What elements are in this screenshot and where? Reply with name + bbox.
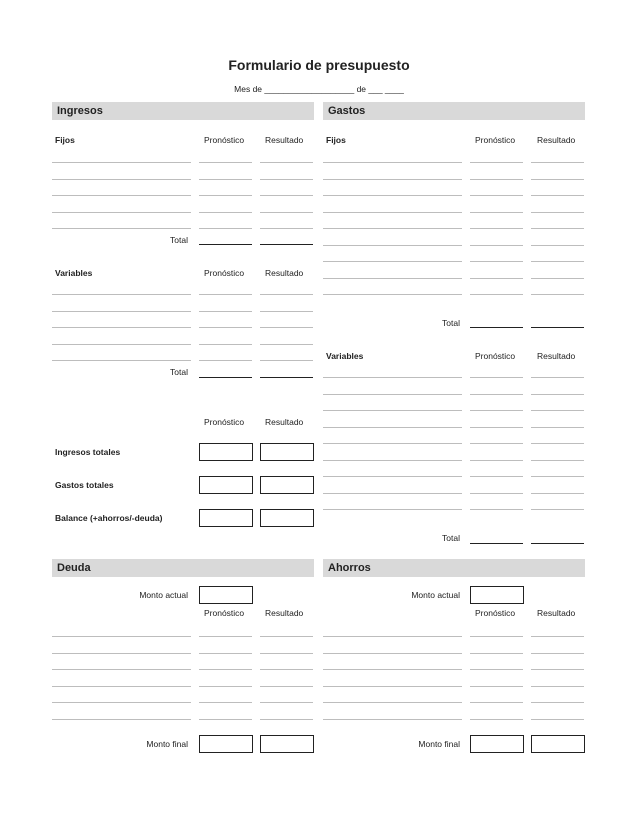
ahorros-forecast-line[interactable] xyxy=(470,636,523,637)
gastos-fixed-description-line[interactable] xyxy=(323,179,462,180)
gastos-fixed-forecast-line[interactable] xyxy=(470,195,523,196)
gastos-header: Gastos xyxy=(323,102,585,120)
gastos-fixed-total-forecast-line[interactable] xyxy=(470,327,523,328)
gastos-variable-description-line[interactable] xyxy=(323,493,462,494)
ahorros-description-line[interactable] xyxy=(323,653,462,654)
gastos-fixed-description-line[interactable] xyxy=(323,261,462,262)
gastos-fixed-label: Fijos xyxy=(326,135,346,145)
ahorros-forecast-line[interactable] xyxy=(470,702,523,703)
gastos-fixed-result-line[interactable] xyxy=(531,228,584,229)
gastos-fixed-result-line[interactable] xyxy=(531,294,584,295)
deuda-forecast-header: Pronóstico xyxy=(204,608,245,618)
balance-result-box[interactable] xyxy=(260,509,314,527)
deuda-description-line[interactable] xyxy=(52,653,191,654)
deuda-forecast-line[interactable] xyxy=(199,702,252,703)
total-expenses-result-box[interactable] xyxy=(260,476,314,494)
ahorros-result-line[interactable] xyxy=(531,702,584,703)
ingresos-variable-forecast-header: Pronóstico xyxy=(204,268,245,278)
gastos-variable-description-line[interactable] xyxy=(323,377,462,378)
ahorros-result-line[interactable] xyxy=(531,686,584,687)
total-expenses-forecast-box[interactable] xyxy=(199,476,253,494)
gastos-fixed-forecast-line[interactable] xyxy=(470,245,523,246)
gastos-variable-forecast-line[interactable] xyxy=(470,509,523,510)
gastos-fixed-total-label: Total xyxy=(442,318,460,328)
ingresos-variable-result-line[interactable] xyxy=(260,294,313,295)
gastos-fixed-description-line[interactable] xyxy=(323,228,462,229)
total-income-forecast-box[interactable] xyxy=(199,443,253,461)
gastos-variable-description-line[interactable] xyxy=(323,509,462,510)
ingresos-fixed-forecast-line[interactable] xyxy=(199,228,252,229)
ingresos-variable-description-line[interactable] xyxy=(52,360,191,361)
gastos-fixed-forecast-line[interactable] xyxy=(470,278,523,279)
deuda-result-line[interactable] xyxy=(260,702,313,703)
ingresos-fixed-description-line[interactable] xyxy=(52,195,191,196)
ahorros-description-line[interactable] xyxy=(323,686,462,687)
ahorros-description-line[interactable] xyxy=(323,702,462,703)
gastos-variable-description-line[interactable] xyxy=(323,443,462,444)
ingresos-variable-result-line[interactable] xyxy=(260,311,313,312)
deuda-result-line[interactable] xyxy=(260,669,313,670)
month-line: Mes de ___________________ de ___ ____ xyxy=(234,84,404,94)
ahorros-result-line[interactable] xyxy=(531,636,584,637)
ingresos-fixed-result-line[interactable] xyxy=(260,228,313,229)
balance-label: Balance (+ahorros/-deuda) xyxy=(55,513,163,523)
gastos-variable-forecast-line[interactable] xyxy=(470,460,523,461)
ingresos-variable-forecast-line[interactable] xyxy=(199,294,252,295)
gastos-variable-description-line[interactable] xyxy=(323,394,462,395)
ingresos-variable-result-line[interactable] xyxy=(260,327,313,328)
gastos-fixed-description-line[interactable] xyxy=(323,195,462,196)
ahorros-result-line[interactable] xyxy=(531,669,584,670)
gastos-variable-label: Variables xyxy=(326,351,364,361)
gastos-fixed-forecast-line[interactable] xyxy=(470,261,523,262)
ingresos-fixed-result-line[interactable] xyxy=(260,195,313,196)
gastos-variable-result-line[interactable] xyxy=(531,509,584,510)
gastos-fixed-result-line[interactable] xyxy=(531,162,584,163)
gastos-variable-forecast-line[interactable] xyxy=(470,427,523,428)
ahorros-final-forecast-box[interactable] xyxy=(470,735,524,753)
gastos-fixed-forecast-line[interactable] xyxy=(470,228,523,229)
gastos-variable-result-line[interactable] xyxy=(531,443,584,444)
ingresos-fixed-forecast-line[interactable] xyxy=(199,195,252,196)
ingresos-fixed-forecast-line[interactable] xyxy=(199,162,252,163)
ahorros-result-line[interactable] xyxy=(531,653,584,654)
gastos-fixed-forecast-line[interactable] xyxy=(470,212,523,213)
deuda-result-line[interactable] xyxy=(260,719,313,720)
deuda-description-line[interactable] xyxy=(52,686,191,687)
gastos-variable-result-line[interactable] xyxy=(531,377,584,378)
deuda-forecast-line[interactable] xyxy=(199,669,252,670)
ingresos-fixed-result-header: Resultado xyxy=(265,135,304,145)
ahorros-forecast-header: Pronóstico xyxy=(475,608,516,618)
ingresos-fixed-result-line[interactable] xyxy=(260,212,313,213)
ahorros-description-line[interactable] xyxy=(323,669,462,670)
deuda-result-line[interactable] xyxy=(260,636,313,637)
deuda-forecast-line[interactable] xyxy=(199,653,252,654)
gastos-variable-forecast-line[interactable] xyxy=(470,377,523,378)
gastos-variable-result-line[interactable] xyxy=(531,476,584,477)
gastos-fixed-total-result-line[interactable] xyxy=(531,327,584,328)
gastos-variable-forecast-line[interactable] xyxy=(470,394,523,395)
ingresos-variable-result-line[interactable] xyxy=(260,360,313,361)
gastos-variable-description-line[interactable] xyxy=(323,460,462,461)
ingresos-fixed-forecast-header: Pronóstico xyxy=(204,135,245,145)
gastos-fixed-result-line[interactable] xyxy=(531,261,584,262)
deuda-final-label: Monto final xyxy=(146,739,188,749)
gastos-fixed-result-line[interactable] xyxy=(531,245,584,246)
ahorros-result-header: Resultado xyxy=(537,608,576,618)
ingresos-variable-result-line[interactable] xyxy=(260,344,313,345)
gastos-fixed-forecast-line[interactable] xyxy=(470,294,523,295)
deuda-description-line[interactable] xyxy=(52,702,191,703)
deuda-forecast-line[interactable] xyxy=(199,719,252,720)
gastos-fixed-forecast-line[interactable] xyxy=(470,179,523,180)
ingresos-variable-total-result-line[interactable] xyxy=(260,377,313,378)
ahorros-current-box[interactable] xyxy=(470,586,524,604)
ingresos-fixed-description-line[interactable] xyxy=(52,179,191,180)
ahorros-forecast-line[interactable] xyxy=(470,719,523,720)
gastos-variable-forecast-line[interactable] xyxy=(470,476,523,477)
summary-result-header: Resultado xyxy=(265,417,304,427)
ingresos-fixed-forecast-line[interactable] xyxy=(199,212,252,213)
ahorros-final-label: Monto final xyxy=(418,739,460,749)
gastos-variable-forecast-line[interactable] xyxy=(470,493,523,494)
gastos-fixed-description-line[interactable] xyxy=(323,278,462,279)
ahorros-description-line[interactable] xyxy=(323,636,462,637)
ahorros-final-result-box[interactable] xyxy=(531,735,585,753)
balance-forecast-box[interactable] xyxy=(199,509,253,527)
ingresos-variable-description-line[interactable] xyxy=(52,344,191,345)
gastos-variable-result-line[interactable] xyxy=(531,493,584,494)
gastos-variable-description-line[interactable] xyxy=(323,410,462,411)
ingresos-fixed-description-line[interactable] xyxy=(52,162,191,163)
gastos-fixed-description-line[interactable] xyxy=(323,294,462,295)
gastos-fixed-description-line[interactable] xyxy=(323,245,462,246)
gastos-fixed-result-line[interactable] xyxy=(531,278,584,279)
ingresos-variable-description-line[interactable] xyxy=(52,294,191,295)
ingresos-fixed-result-line[interactable] xyxy=(260,179,313,180)
ingresos-fixed-description-line[interactable] xyxy=(52,228,191,229)
ahorros-forecast-line[interactable] xyxy=(470,686,523,687)
gastos-variable-description-line[interactable] xyxy=(323,476,462,477)
gastos-variable-result-line[interactable] xyxy=(531,410,584,411)
ahorros-description-line[interactable] xyxy=(323,719,462,720)
gastos-variable-result-header: Resultado xyxy=(537,351,576,361)
gastos-variable-description-line[interactable] xyxy=(323,427,462,428)
ahorros-current-label: Monto actual xyxy=(411,590,460,600)
deuda-forecast-line[interactable] xyxy=(199,686,252,687)
deuda-header: Deuda xyxy=(52,559,314,577)
ingresos-fixed-result-line[interactable] xyxy=(260,162,313,163)
ingresos-fixed-total-label: Total xyxy=(170,235,188,245)
gastos-fixed-result-line[interactable] xyxy=(531,212,584,213)
gastos-fixed-forecast-header: Pronóstico xyxy=(475,135,516,145)
total-income-result-box[interactable] xyxy=(260,443,314,461)
gastos-variable-forecast-line[interactable] xyxy=(470,443,523,444)
ingresos-variable-forecast-line[interactable] xyxy=(199,311,252,312)
gastos-variable-result-line[interactable] xyxy=(531,427,584,428)
total-income-label: Ingresos totales xyxy=(55,447,121,457)
ingresos-variable-result-header: Resultado xyxy=(265,268,304,278)
ahorros-forecast-line[interactable] xyxy=(470,653,523,654)
deuda-current-label: Monto actual xyxy=(139,590,188,600)
deuda-description-line[interactable] xyxy=(52,636,191,637)
deuda-description-line[interactable] xyxy=(52,669,191,670)
gastos-variable-forecast-line[interactable] xyxy=(470,410,523,411)
gastos-fixed-result-line[interactable] xyxy=(531,179,584,180)
deuda-final-result-box[interactable] xyxy=(260,735,314,753)
gastos-variable-total-forecast-line[interactable] xyxy=(470,543,523,544)
gastos-variable-total-result-line[interactable] xyxy=(531,543,584,544)
ingresos-fixed-description-line[interactable] xyxy=(52,212,191,213)
summary-forecast-header: Pronóstico xyxy=(204,417,245,427)
ingresos-variable-forecast-line[interactable] xyxy=(199,360,252,361)
ingresos-variable-total-label: Total xyxy=(170,367,188,377)
deuda-result-line[interactable] xyxy=(260,686,313,687)
form-title: Formulario de presupuesto xyxy=(228,57,410,73)
ingresos-variable-description-line[interactable] xyxy=(52,311,191,312)
deuda-final-forecast-box[interactable] xyxy=(199,735,253,753)
ahorros-forecast-line[interactable] xyxy=(470,669,523,670)
gastos-fixed-description-line[interactable] xyxy=(323,162,462,163)
ingresos-variable-label: Variables xyxy=(55,268,93,278)
deuda-result-header: Resultado xyxy=(265,608,304,618)
gastos-variable-result-line[interactable] xyxy=(531,460,584,461)
ahorros-header: Ahorros xyxy=(323,559,585,577)
gastos-variable-forecast-header: Pronóstico xyxy=(475,351,516,361)
deuda-description-line[interactable] xyxy=(52,719,191,720)
ingresos-header: Ingresos xyxy=(52,102,314,120)
ingresos-variable-forecast-line[interactable] xyxy=(199,344,252,345)
ingresos-fixed-forecast-line[interactable] xyxy=(199,179,252,180)
ahorros-result-line[interactable] xyxy=(531,719,584,720)
ingresos-variable-forecast-line[interactable] xyxy=(199,327,252,328)
deuda-forecast-line[interactable] xyxy=(199,636,252,637)
ingresos-variable-description-line[interactable] xyxy=(52,327,191,328)
total-expenses-label: Gastos totales xyxy=(55,480,114,490)
gastos-fixed-result-line[interactable] xyxy=(531,195,584,196)
gastos-variable-total-label: Total xyxy=(442,533,460,543)
ingresos-fixed-total-forecast-line[interactable] xyxy=(199,244,252,245)
deuda-result-line[interactable] xyxy=(260,653,313,654)
ingresos-fixed-label: Fijos xyxy=(55,135,75,145)
ingresos-fixed-total-result-line[interactable] xyxy=(260,244,313,245)
gastos-fixed-forecast-line[interactable] xyxy=(470,162,523,163)
ingresos-variable-total-forecast-line[interactable] xyxy=(199,377,252,378)
deuda-current-box[interactable] xyxy=(199,586,253,604)
gastos-fixed-result-header: Resultado xyxy=(537,135,576,145)
gastos-variable-result-line[interactable] xyxy=(531,394,584,395)
gastos-fixed-description-line[interactable] xyxy=(323,212,462,213)
